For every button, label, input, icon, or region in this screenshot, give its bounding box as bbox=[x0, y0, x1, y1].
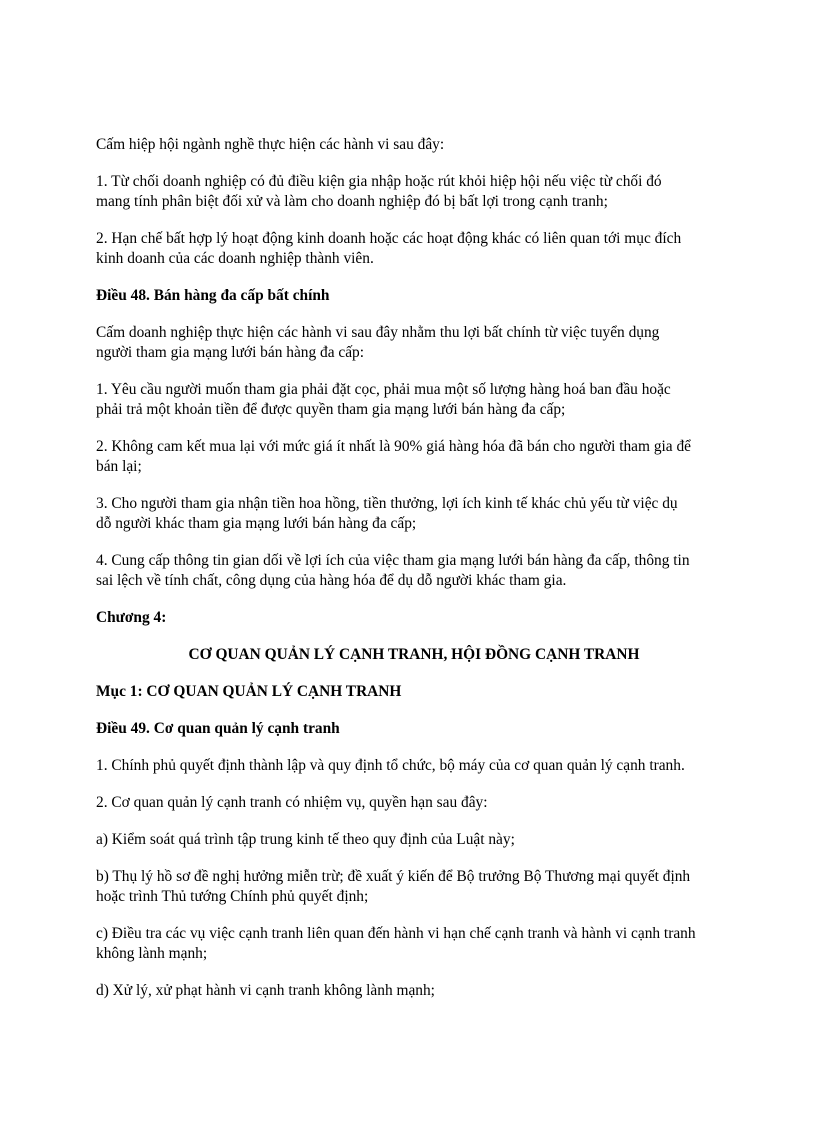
text-line: a) Kiểm soát quá trình tập trung kinh tế theo quy định của Luật này; bbox=[96, 831, 515, 848]
paragraph-article-48-item-4 bbox=[96, 551, 732, 591]
paragraph-article-49-item-c bbox=[96, 924, 732, 964]
chapter-4-label bbox=[96, 608, 732, 628]
article-49-heading bbox=[96, 719, 732, 739]
chapter-4-title bbox=[96, 645, 732, 665]
text-line: hoặc trình Thủ tướng Chính phủ quyết định; bbox=[96, 888, 369, 905]
paragraph-article-49-item-2 bbox=[96, 793, 732, 813]
text-line: 1. Chính phủ quyết định thành lập và quy định tổ chức, bộ máy của cơ quan quản lý cạnh tranh. bbox=[96, 757, 685, 774]
section-1-heading bbox=[96, 682, 732, 702]
text-line: dỗ người khác tham gia mạng lưới bán hàng đa cấp; bbox=[96, 515, 417, 532]
paragraph-article-48-item-1 bbox=[96, 380, 732, 420]
text-line: không lành mạnh; bbox=[96, 945, 208, 962]
text-line: phải trả một khoản tiền để được quyền tham gia mạng lưới bán hàng đa cấp; bbox=[96, 401, 566, 418]
text-line: 4. Cung cấp thông tin gian dối về lợi ích của việc tham gia mạng lưới bán hàng đa cấp, thông tin bbox=[96, 552, 690, 569]
paragraph-article-49-item-1 bbox=[96, 756, 732, 776]
text-line: 2. Hạn chế bất hợp lý hoạt động kinh doanh hoặc các hoạt động khác có liên quan tới mục đích bbox=[96, 230, 682, 247]
text-line: d) Xử lý, xử phạt hành vi cạnh tranh không lành mạnh; bbox=[96, 982, 435, 999]
text-line: kinh doanh của các doanh nghiệp thành viên. bbox=[96, 250, 374, 267]
paragraph-item-1 bbox=[96, 172, 732, 212]
paragraph-item-2 bbox=[96, 229, 732, 269]
paragraph-article-49-item-a bbox=[96, 830, 732, 850]
text-line: Cấm hiệp hội ngành nghề thực hiện các hành vi sau đây: bbox=[96, 136, 445, 153]
paragraph-intro bbox=[96, 135, 732, 155]
text-line: c) Điều tra các vụ việc cạnh tranh liên quan đến hành vi hạn chế cạnh tranh và hành vi cạnh tranh bbox=[96, 925, 696, 942]
heading-text: Mục 1: CƠ QUAN QUẢN LÝ CẠNH TRANH bbox=[96, 683, 402, 700]
text-line: 3. Cho người tham gia nhận tiền hoa hồng, tiền thưởng, lợi ích kinh tế khác chủ yếu từ việc dụ bbox=[96, 495, 678, 512]
document-page bbox=[96, 135, 732, 1018]
text-line: mang tính phân biệt đối xử và làm cho doanh nghiệp đó bị bất lợi trong cạnh tranh; bbox=[96, 193, 608, 210]
text-line: Cấm doanh nghiệp thực hiện các hành vi sau đây nhằm thu lợi bất chính từ việc tuyển dụng bbox=[96, 324, 660, 341]
paragraph-article-48-item-3 bbox=[96, 494, 732, 534]
text-line: người tham gia mạng lưới bán hàng đa cấp: bbox=[96, 344, 365, 361]
heading-text: Điều 48. Bán hàng đa cấp bất chính bbox=[96, 287, 330, 304]
text-line: sai lệch về tính chất, công dụng của hàng hóa để dụ dỗ người khác tham gia. bbox=[96, 572, 567, 589]
text-line: bán lại; bbox=[96, 458, 142, 475]
heading-text: Điều 49. Cơ quan quản lý cạnh tranh bbox=[96, 720, 340, 737]
paragraph-article-49-item-b bbox=[96, 867, 732, 907]
text-line: 2. Cơ quan quản lý cạnh tranh có nhiệm vụ, quyền hạn sau đây: bbox=[96, 794, 488, 811]
text-line: 1. Yêu cầu người muốn tham gia phải đặt cọc, phải mua một số lượng hàng hoá ban đầu hoặc bbox=[96, 381, 671, 398]
paragraph-article-49-item-d bbox=[96, 981, 732, 1001]
heading-text: CƠ QUAN QUẢN LÝ CẠNH TRANH, HỘI ĐỒNG CẠNH TRANH bbox=[188, 646, 640, 663]
heading-text: Chương 4: bbox=[96, 609, 167, 626]
paragraph-article-48-item-2 bbox=[96, 437, 732, 477]
text-line: 1. Từ chối doanh nghiệp có đủ điều kiện gia nhập hoặc rút khỏi hiệp hội nếu việc từ chối đó bbox=[96, 173, 662, 190]
article-48-heading bbox=[96, 286, 732, 306]
text-line: 2. Không cam kết mua lại với mức giá ít nhất là 90% giá hàng hóa đã bán cho người tham gia để bbox=[96, 438, 691, 455]
paragraph-article-48-intro bbox=[96, 323, 732, 363]
text-line: b) Thụ lý hồ sơ đề nghị hưởng miễn trừ; đề xuất ý kiến để Bộ trưởng Bộ Thương mại quyết định bbox=[96, 868, 691, 885]
